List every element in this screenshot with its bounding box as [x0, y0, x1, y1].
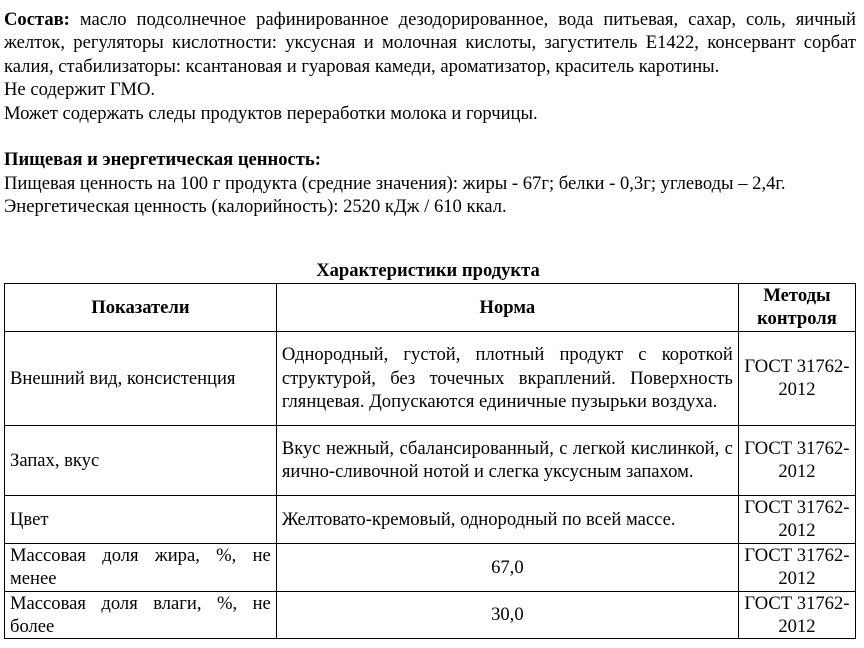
- composition-label: Состав:: [4, 9, 70, 30]
- table-title: Характеристики продукта: [316, 260, 540, 281]
- header-method: Методы контроля: [738, 284, 855, 332]
- composition-paragraph: [4, 8, 856, 78]
- row-method: ГОСТ 31762-2012: [738, 331, 855, 425]
- row-norm: Вкус нежный, сбалансированный, с легкой кислинкой, с яично-сливочной нотой и слегка уксусным запахом.: [276, 425, 738, 495]
- row-method: ГОСТ 31762-2012: [738, 591, 855, 639]
- table-row: [5, 543, 856, 591]
- table-row: [5, 591, 856, 639]
- characteristics-table: [4, 283, 856, 639]
- header-indicator: Показатели: [5, 284, 277, 332]
- table-header-row: [5, 284, 856, 332]
- row-indicator: Массовая доля влаги, %, не более: [5, 591, 277, 639]
- table-row: [5, 331, 856, 425]
- table-row: [5, 425, 856, 495]
- row-method: ГОСТ 31762-2012: [738, 495, 855, 543]
- row-norm: 67,0: [276, 543, 738, 591]
- row-norm: 30,0: [276, 591, 738, 639]
- row-method: ГОСТ 31762-2012: [738, 543, 855, 591]
- spacer: [4, 125, 856, 148]
- row-norm: Желтовато-кремовый, однородный по всей массе.: [276, 495, 738, 543]
- energy-value: Энергетическая ценность (калорийность): 2520 кДж / 610 ккал.: [4, 196, 507, 218]
- row-indicator: Массовая доля жира, %, не менее: [5, 543, 277, 591]
- header-norm: Норма: [276, 284, 738, 332]
- nutrition-values: Пищевая ценность на 100 г продукта (средние значения): жиры - 67г; белки - 0,3г; углеводы – 2,4г.: [4, 172, 786, 194]
- composition-text: масло подсолнечное рафинированное дезодорированное, вода питьевая, сахар, соль, яичный желток, регуляторы кислотности: уксусная и молочная кислоты, загуститель E1422, консервант сорбат калия, стабилизаторы: ксантановая и гуаровая камеди, ароматизатор, краситель каротины.: [4, 9, 856, 77]
- document-body: [4, 8, 856, 219]
- nutrition-heading: Пищевая и энергетическая ценность:: [4, 149, 321, 171]
- row-method: ГОСТ 31762-2012: [738, 425, 855, 495]
- row-indicator: Цвет: [5, 495, 277, 543]
- row-indicator: Запах, вкус: [5, 425, 277, 495]
- row-norm: Однородный, густой, плотный продукт с короткой структурой, без точечных вкраплений. Поверхность глянцевая. Допускаются единичные пузырьки воздуха.: [276, 331, 738, 425]
- traces-note: Может содержать следы продуктов переработки молока и горчицы.: [4, 102, 538, 124]
- row-indicator: Внешний вид, консистенция: [5, 331, 277, 425]
- table-row: [5, 495, 856, 543]
- gmo-note: Не содержит ГМО.: [4, 79, 156, 101]
